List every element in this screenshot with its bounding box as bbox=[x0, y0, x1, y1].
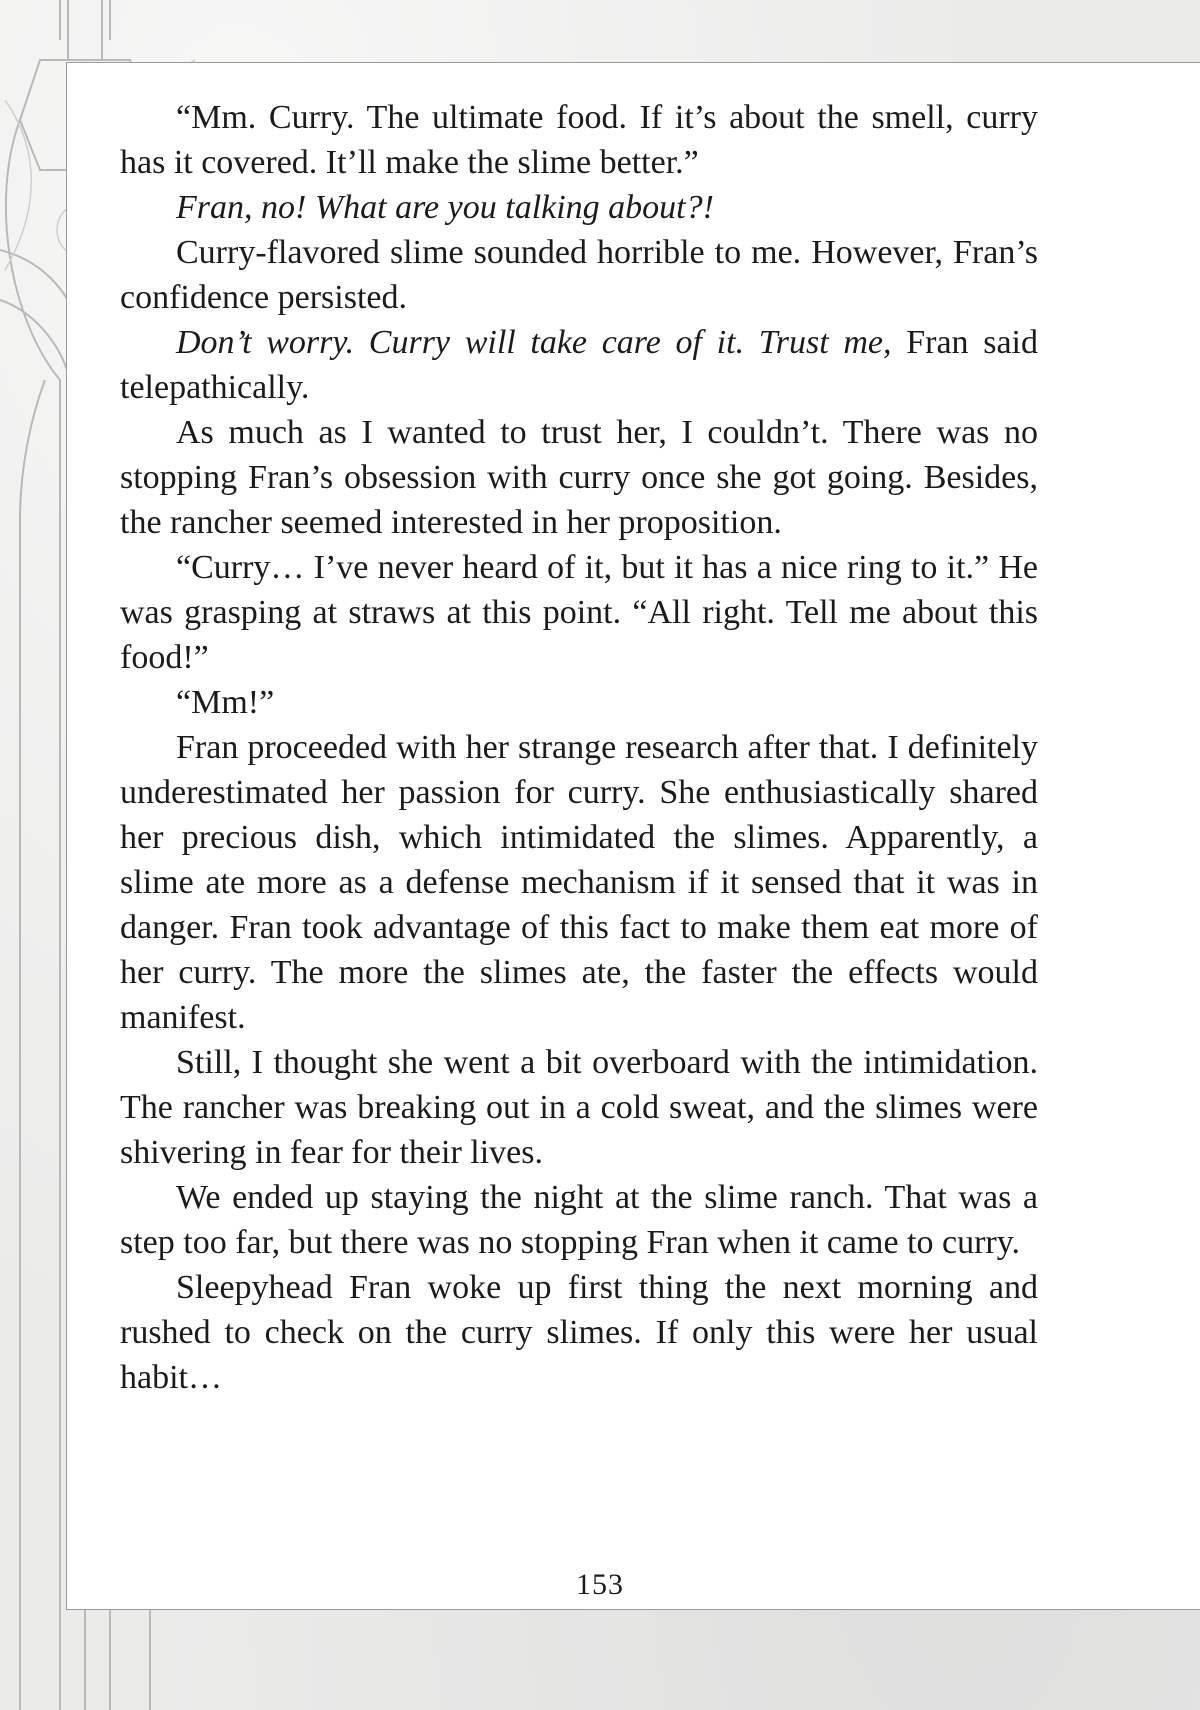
body-text bbox=[120, 95, 1038, 1400]
paragraph: Fran proceeded with her strange research after that. I definitely underestimated her passion for curry. She enthusiastically shared her precious dish, which intimidated the slimes. Apparently, a slime ate more as a defense mechanism if it sensed that it was in danger. Fran took advantage of this fact to make them eat more of her curry. The more the slimes ate, the faster the effects would manifest. bbox=[120, 729, 1038, 1036]
paragraph: Sleepyhead Fran woke up first thing the next morning and rushed to check on the curry slimes. If only this were her usual habit… bbox=[120, 1269, 1038, 1396]
paragraph: As much as I wanted to trust her, I couldn’t. There was no stopping Fran’s obsession with curry once she got going. Besides, the rancher seemed interested in her proposition. bbox=[120, 414, 1038, 541]
paragraph: We ended up staying the night at the slime ranch. That was a step too far, but there was no stopping Fran when it came to curry. bbox=[120, 1179, 1038, 1261]
paragraph: Don’t worry. Curry will take care of it. Trust me, Fran said telepathically. bbox=[120, 324, 1038, 406]
paragraph: “Mm. Curry. The ultimate food. If it’s about the smell, curry has it covered. It’ll make the slime better.” bbox=[120, 99, 1038, 181]
page-number: 153 bbox=[576, 1568, 624, 1601]
paragraph: Still, I thought she went a bit overboard with the intimidation. The rancher was breaking out in a cold sweat, and the slimes were shivering in fear for their lives. bbox=[120, 1044, 1038, 1171]
paragraph: Curry-flavored slime sounded horrible to me. However, Fran’s confidence persisted. bbox=[120, 234, 1038, 316]
paragraph: “Mm!” bbox=[176, 684, 275, 721]
paragraph: “Curry… I’ve never heard of it, but it has a nice ring to it.” He was grasping at straws at this point. “All right. Tell me about this food!” bbox=[120, 549, 1038, 676]
paragraph: Fran, no! What are you talking about?! bbox=[176, 189, 714, 226]
